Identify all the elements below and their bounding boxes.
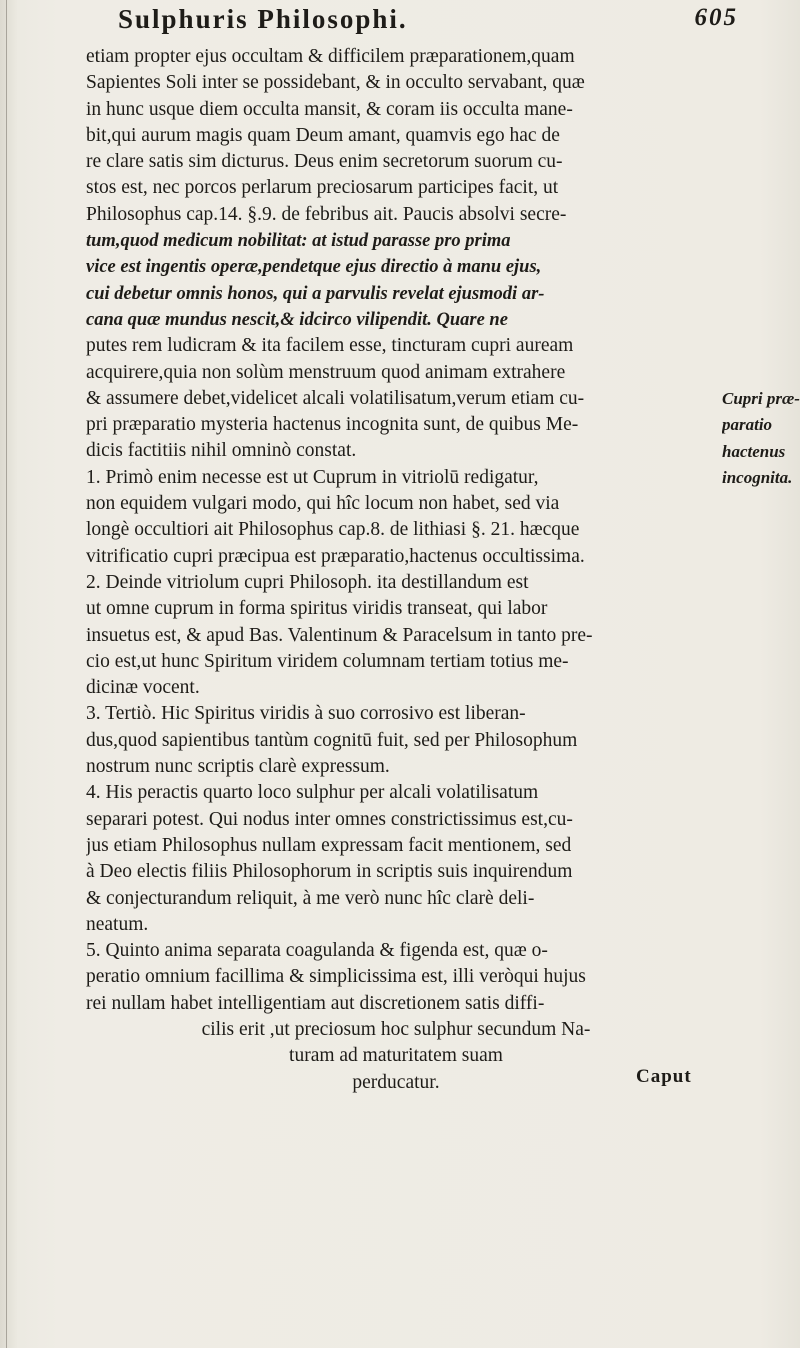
text-line: neatum.	[86, 913, 149, 935]
text-line: in hunc usque diem occulta mansit, & coram iis occulta mane-	[86, 98, 573, 120]
text-line: 1. Primò enim necesse est ut Cuprum in vitriolū redigatur,	[86, 466, 539, 488]
text-line: 5. Quinto anima separata coagulanda & figenda est, quæ o-	[86, 940, 548, 962]
text-line: Sapientes Soli inter se possidebant, & in occulto servabant, quæ	[86, 72, 585, 94]
margin-note: Cupri præ-	[722, 388, 800, 408]
text-line: tum,quod medicum nobilitat: at istud parasse pro prima	[86, 231, 511, 252]
margin-note: incognita.	[722, 467, 793, 487]
text-line: putes rem ludicram & ita facilem esse, tincturam cupri auream	[86, 335, 574, 357]
text-line: bit,qui aurum magis quam Deum amant, quamvis ego hac de	[86, 124, 560, 146]
text-line: rei nullam habet intelligentiam aut discretionem satis diffi-	[86, 992, 545, 1014]
text-line: dicinæ vocent.	[86, 677, 200, 699]
text-line: cana quæ mundus nescit,& idcirco vilipendit. Quare ne	[86, 309, 508, 330]
text-line: 2. Deinde vitriolum cupri Philosoph. ita destillandum est	[86, 571, 529, 593]
text-line: perducatur.	[352, 1071, 440, 1093]
running-head	[118, 4, 738, 38]
text-line: jus etiam Philosophus nullam expressam facit mentionem, sed	[86, 834, 572, 856]
text-line: stos est, nec porcos perlarum preciosarum participes facit, ut	[86, 177, 559, 199]
margin-note: hactenus	[722, 441, 786, 461]
text-line: & conjecturandum reliquit, à me verò nunc hîc clarè deli-	[86, 887, 535, 909]
text-line: non equidem vulgari modo, qui hîc locum non habet, sed via	[86, 493, 560, 515]
text-line: vitrificatio cupri præcipua est præparatio,hactenus occultissima.	[86, 545, 585, 567]
text-line: Philosophus cap.14. §.9. de febribus ait. Paucis absolvi secre-	[86, 203, 567, 225]
running-head-title: Sulphuris Philosophi.	[118, 4, 408, 34]
text-line: turam ad maturitatem suam	[289, 1045, 503, 1067]
text-line: nostrum nunc scriptis clarè expressum.	[86, 756, 390, 778]
text-line: cui debetur omnis honos, qui a parvulis revelat ejusmodi ar-	[86, 283, 545, 304]
text-line: peratio omnium facillima & simplicissima est, illi veròqui hujus	[86, 966, 586, 988]
text-line: vice est ingentis operæ,pendetque ejus directio à manu ejus,	[86, 257, 542, 278]
body-text	[86, 44, 706, 1096]
text-line: à Deo electis filiis Philosophorum in scriptis suis inquirendum	[86, 861, 573, 883]
text-line: dus,quod sapientibus tantùm cognitū fuit, sed per Philosophum	[86, 729, 578, 751]
text-line: separari potest. Qui nodus inter omnes constrictissimus est,cu-	[86, 808, 573, 830]
text-line: dicis factitiis nihil omninò constat.	[86, 440, 357, 462]
text-line: cio est,ut hunc Spiritum viridem columnam tertiam totius me-	[86, 650, 569, 672]
text-line: longè occultiori ait Philosophus cap.8. de lithiasi §. 21. hæcque	[86, 519, 580, 541]
gutter-shadow	[6, 0, 7, 1348]
text-line: pri præparatio mysteria hactenus incognita sunt, de quibus Me-	[86, 414, 579, 436]
text-line: insuetus est, & apud Bas. Valentinum & Paracelsum in tanto pre-	[86, 624, 593, 646]
text-line: cilis erit ,ut preciosum hoc sulphur secundum Na-	[201, 1018, 591, 1040]
text-line: & assumere debet,videlicet alcali volatilisatum,verum etiam cu-	[86, 387, 585, 409]
text-line: ut omne cuprum in forma spiritus viridis transeat, qui labor	[86, 598, 548, 620]
text-line: acquirere,quia non solùm menstruum quod animam extrahere	[86, 361, 566, 383]
text-line: 3. Tertiò. Hic Spiritus viridis à suo corrosivo est liberan-	[86, 703, 526, 725]
catchword: Caput	[636, 1066, 692, 1087]
text-line: re clare satis sim dicturus. Deus enim secretorum suorum cu-	[86, 151, 563, 173]
text-line: etiam propter ejus occultam & difficilem præparationem,quam	[86, 46, 575, 67]
page-number: 605	[694, 4, 738, 31]
margin-note: paratio	[722, 415, 773, 435]
text-line: 4. His peractis quarto loco sulphur per alcali volatilisatum	[86, 782, 539, 804]
